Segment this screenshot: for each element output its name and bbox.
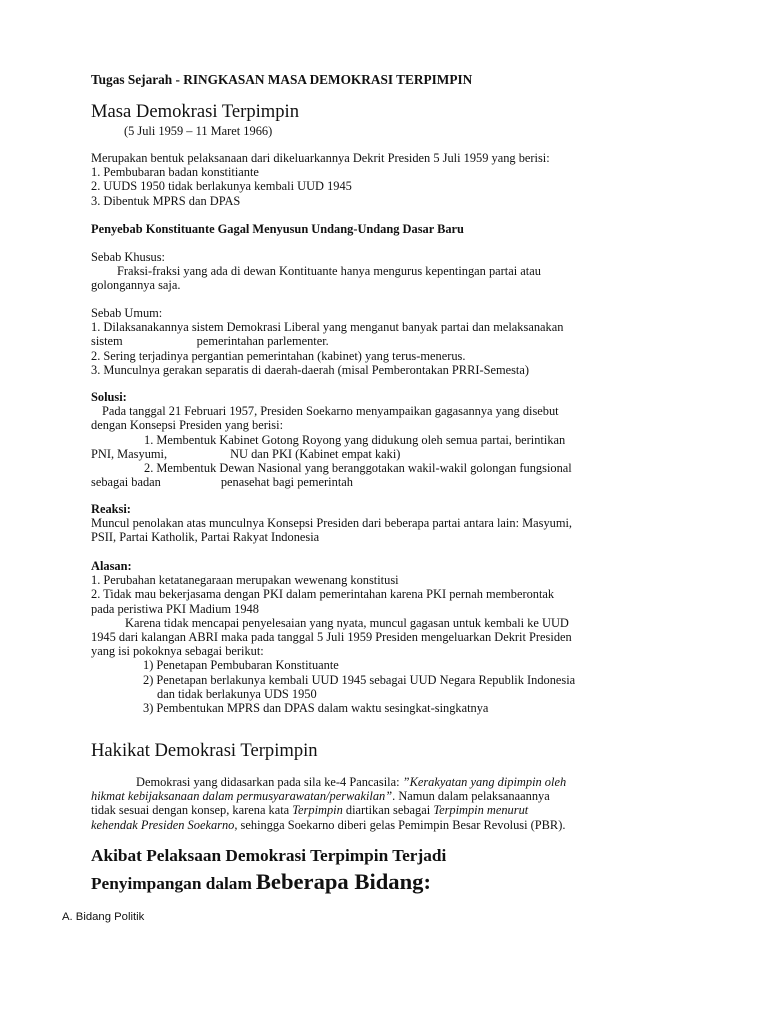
date-range: (5 Juli 1959 – 11 Maret 1966) <box>124 124 273 138</box>
hakikat-line <box>91 775 677 789</box>
akibat-heading-line2 <box>91 869 431 895</box>
sebab-umum-item: 1. Dilaksanakannya sistem Demokrasi Liberal yang menganut banyak partai dan melaksanakan <box>91 320 564 335</box>
akibat-heading-text: Beberapa Bidang: <box>255 869 431 894</box>
dekrit-point: dan tidak berlakunya UDS 1950 <box>157 686 317 701</box>
solusi-text: Pada tanggal 21 Februari 1957, Presiden Soekarno menyampaikan gagasannya yang disebut <box>102 404 559 419</box>
hakikat-quote: ”Kerakyatan yang dipimpin oleh <box>402 775 567 789</box>
dekrit-intro: Merupakan bentuk pelaksanaan dari dikeluarkannya Dekrit Presiden 5 Juli 1959 yang berisi: <box>91 151 550 165</box>
konsepsi-item: 2. Membentuk Dewan Nasional yang beranggotakan wakil-wakil golongan fungsional <box>144 461 572 476</box>
document-title: Tugas Sejarah - RINGKASAN MASA DEMOKRASI TERPIMPIN <box>91 72 473 87</box>
hakikat-text: Demokrasi yang didasarkan pada sila ke-4 Pancasila: <box>136 775 400 789</box>
solusi-label: Solusi: <box>91 390 127 404</box>
hakikat-term: Terpimpin menurut <box>433 803 529 818</box>
reaksi-block <box>91 502 677 545</box>
hakikat-line <box>91 818 677 832</box>
alasan-paragraph: yang isi pokoknya sebagai berikut: <box>91 644 264 659</box>
hakikat-term: Terpimpin <box>292 803 343 818</box>
sebab-umum-label: Sebab Umum: <box>91 306 163 320</box>
alasan-paragraph: Karena tidak mencapai penyelesaian yang nyata, muncul gagasan untuk kembali ke UUD <box>125 615 569 630</box>
sebab-umum-item: 3. Munculnya gerakan separatis di daerah-daerah (misal Pemberontakan PRRI-Semesta) <box>91 362 529 377</box>
sebab-khusus-block <box>91 250 677 293</box>
alasan-item: 2. Tidak mau bekerjasama dengan PKI dalam pemerintahan karena PKI pernah memberontak <box>91 587 555 602</box>
akibat-heading-line1: Akibat Pelaksaan Demokrasi Terpimpin Terjadi <box>91 846 447 865</box>
solusi-text: dengan Konsepsi Presiden yang berisi: <box>91 418 284 433</box>
hakikat-paragraph <box>91 775 677 832</box>
solusi-block <box>91 390 677 489</box>
hakikat-line <box>91 789 677 803</box>
alasan-paragraph: 1945 dari kalangan ABRI maka pada tanggal 5 Juli 1959 Presiden mengeluarkan Dekrit Presiden <box>91 630 572 645</box>
sebab-khusus-text: golongannya saja. <box>91 278 181 293</box>
hakikat-text: tidak sesuai dengan konsep, karena kata <box>91 803 290 818</box>
dekrit-item: 1. Pembubaran badan konstitiante <box>91 165 259 180</box>
konsepsi-text: PNI, Masyumi, <box>91 446 168 461</box>
sebab-khusus-text: Fraksi-fraksi yang ada di dewan Kontituante hanya mengurus kepentingan partai atau <box>117 264 541 279</box>
sebab-umum-block <box>91 306 677 377</box>
alasan-label: Alasan: <box>91 559 132 573</box>
dekrit-point: 3) Pembentukan MPRS dan DPAS dalam waktu sesingkat-singkatnya <box>143 701 489 716</box>
dekrit-intro-block <box>91 151 677 208</box>
konsepsi-text: penasehat bagi pemerintah <box>220 475 353 490</box>
sebab-umum-text: pemerintahan parlementer. <box>196 334 329 349</box>
dekrit-item: 2. UUDS 1950 tidak berlakunya kembali UUD 1945 <box>91 179 352 194</box>
konsepsi-item: 1. Membentuk Kabinet Gotong Royong yang didukung oleh semua partai, berintikan <box>144 432 566 447</box>
reaksi-label: Reaksi: <box>91 502 131 516</box>
konsepsi-text: sebagai badan <box>91 475 161 490</box>
alasan-item: pada peristiwa PKI Madium 1948 <box>91 601 259 616</box>
reaksi-text: Muncul penolakan atas munculnya Konsepsi Presiden dari beberapa partai antara lain: Masyumi, <box>91 516 573 531</box>
section-heading-masa-demokrasi: Masa Demokrasi Terpimpin <box>91 101 300 122</box>
dekrit-point: 1) Penetapan Pembubaran Konstituante <box>143 658 339 673</box>
hakikat-text: . Namun dalam pelaksanaannya <box>392 789 550 804</box>
sebab-khusus-label: Sebab Khusus: <box>91 250 165 264</box>
akibat-heading-text: Penyimpangan dalam <box>91 874 252 893</box>
hakikat-line <box>91 803 677 817</box>
hakikat-term: kehendak Presiden Soekarno <box>91 817 235 832</box>
sebab-umum-item-cont <box>91 334 677 348</box>
reaksi-text: PSII, Partai Katholik, Partai Rakyat Indonesia <box>91 530 320 545</box>
penyebab-heading: Penyebab Konstituante Gagal Menyusun Undang-Undang Dasar Baru <box>91 222 464 236</box>
konsepsi-text: NU dan PKI (Kabinet empat kaki) <box>230 446 401 461</box>
alasan-block <box>91 559 677 715</box>
konsepsi-item-cont <box>91 447 677 461</box>
hakikat-text: diartikan sebagai <box>345 803 431 818</box>
hakikat-text: , sehingga Soekarno diberi gelas Pemimpin Besar Revolusi (PBR). <box>234 817 566 832</box>
alasan-item: 1. Perubahan ketatanegaraan merupakan wewenang konstitusi <box>91 573 399 588</box>
hakikat-quote: hikmat kebijaksanaan dalam permusyarawatan/perwakilan” <box>91 789 393 804</box>
dekrit-item: 3. Dibentuk MPRS dan DPAS <box>91 193 241 208</box>
bidang-politik-item: A. Bidang Politik <box>62 911 145 923</box>
dekrit-point: 2) Penetapan berlakunya kembali UUD 1945 sebagai UUD Negara Republik Indonesia <box>143 672 576 687</box>
konsepsi-item-cont <box>91 475 677 489</box>
sebab-umum-item: 2. Sering terjadinya pergantian pemerintahan (kabinet) yang terus-menerus. <box>91 348 466 363</box>
sebab-umum-text: sistem <box>91 334 123 349</box>
section-heading-hakikat: Hakikat Demokrasi Terpimpin <box>91 740 318 761</box>
